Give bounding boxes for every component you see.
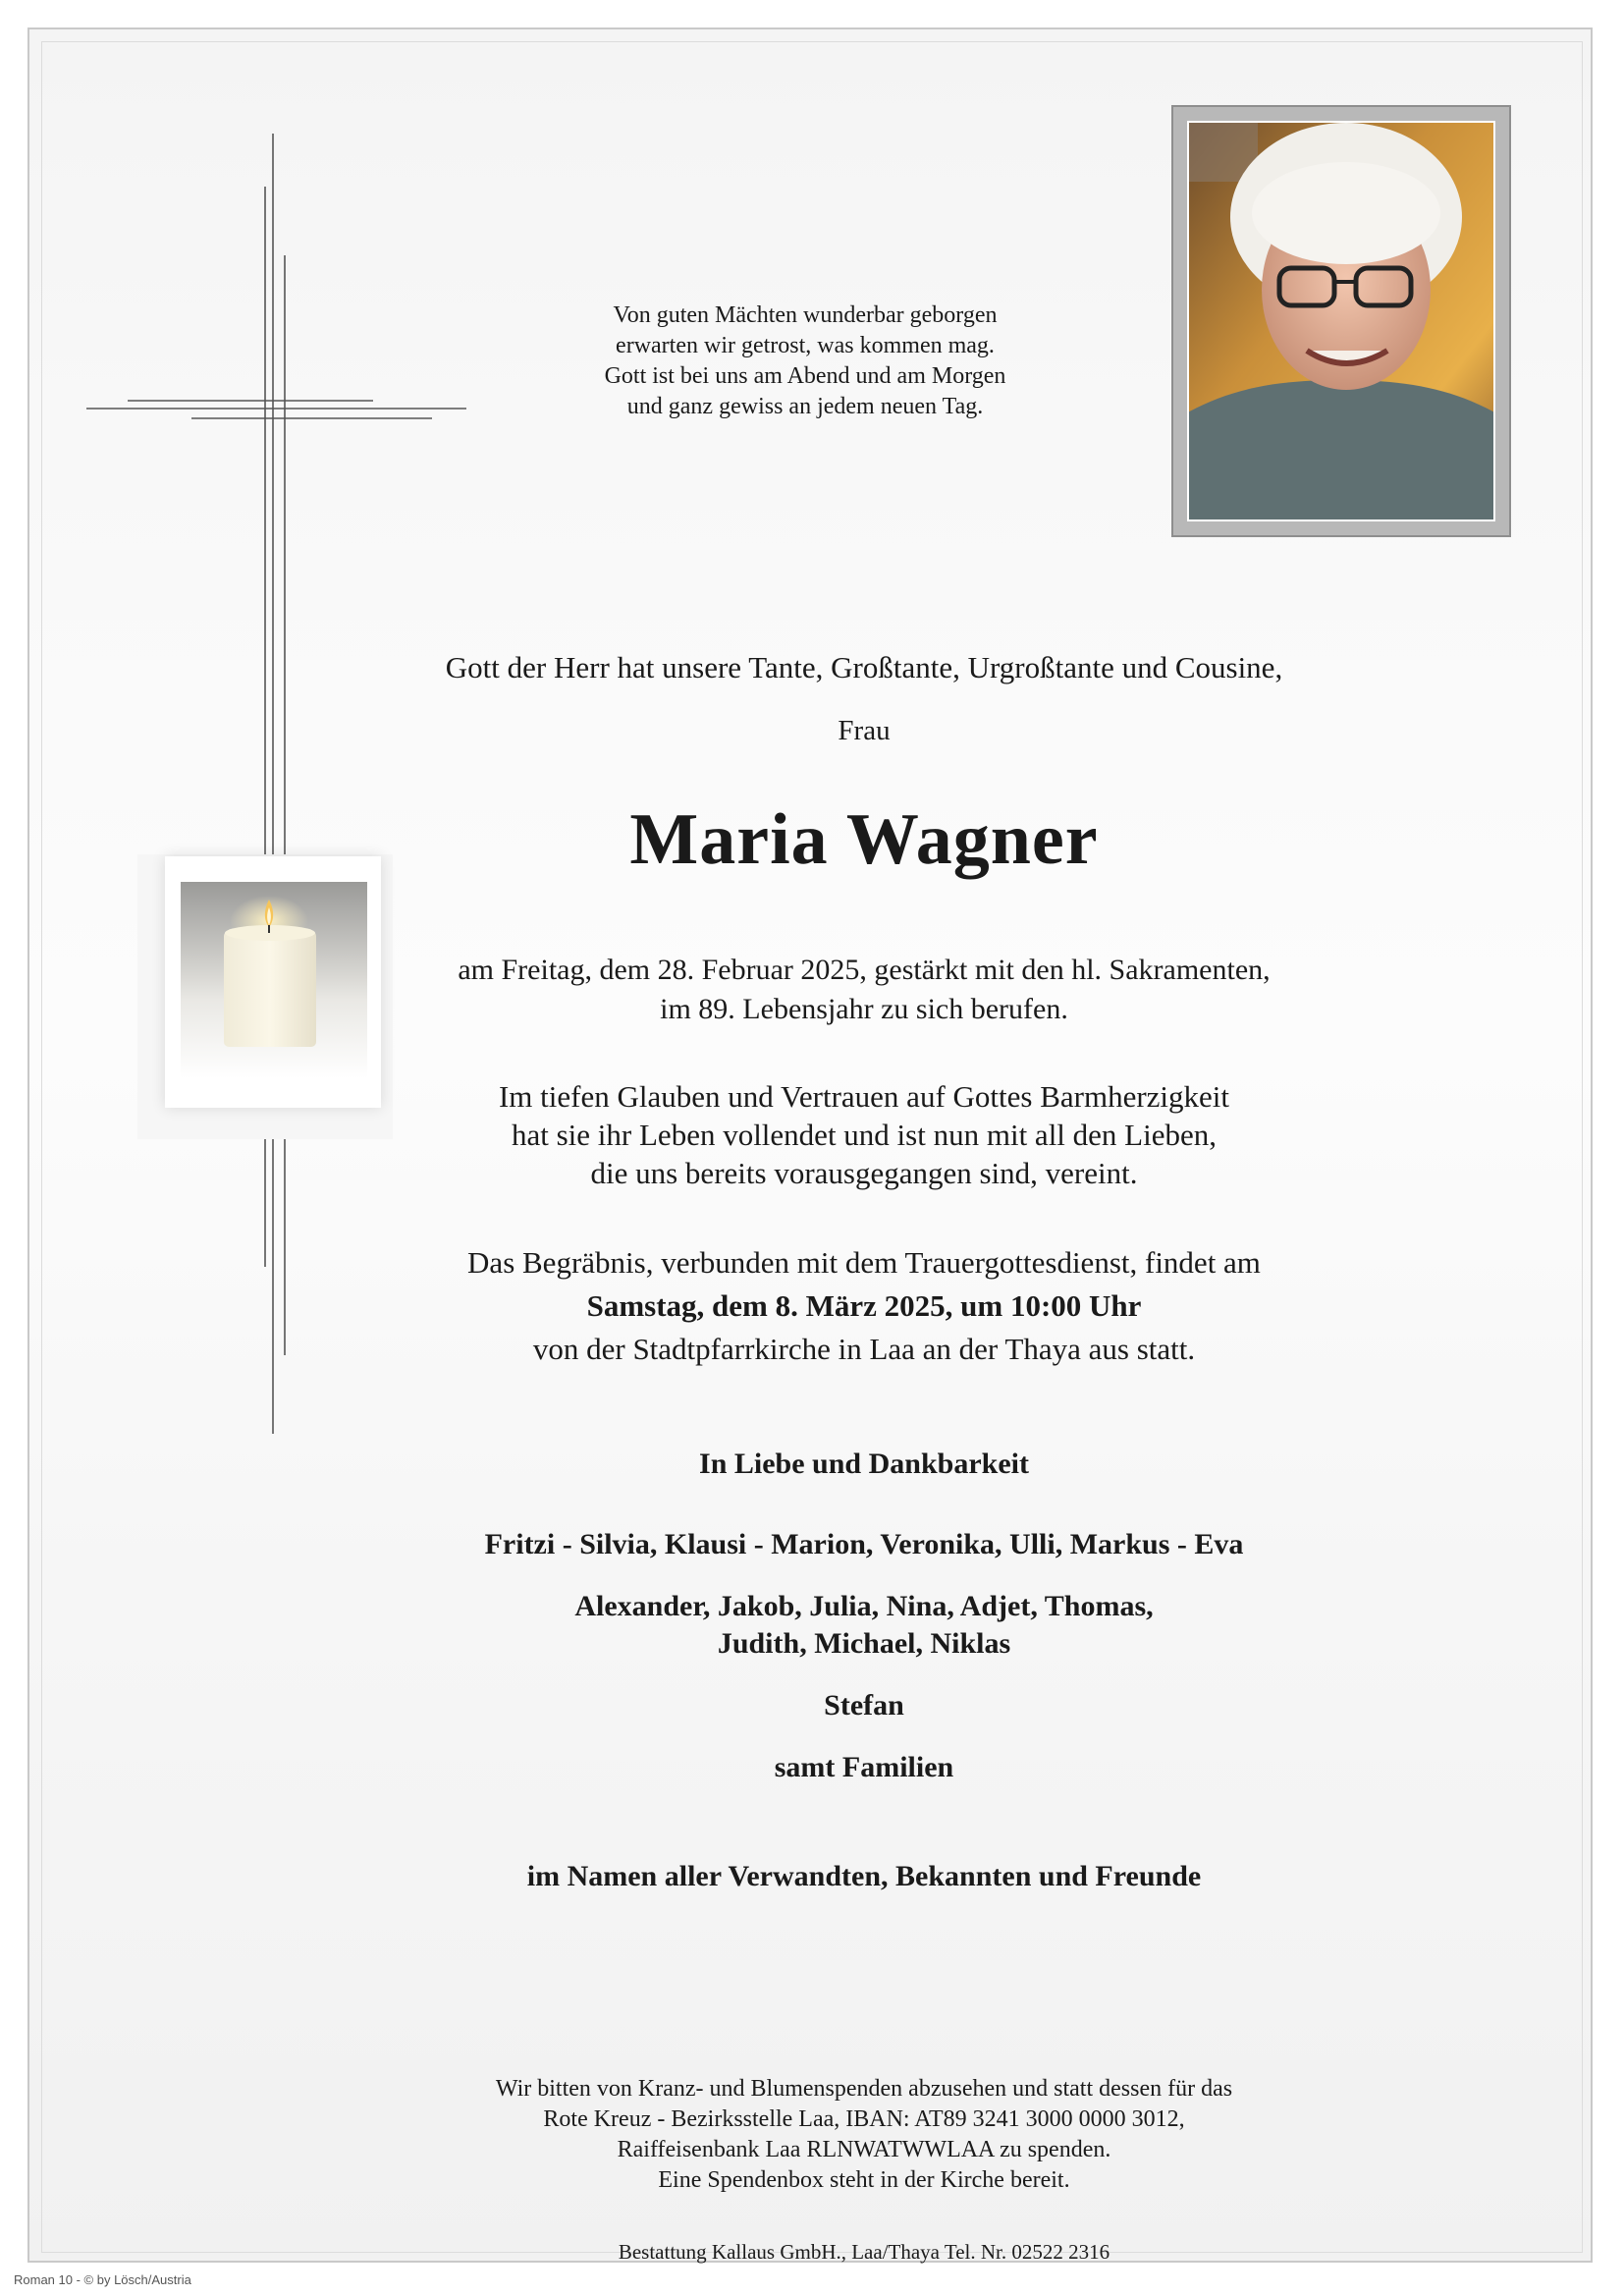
- verse-line: erwarten wir getrost, was kommen mag.: [616, 333, 995, 358]
- funeral-datetime: Samstag, dem 8. März 2025, um 10:00 Uhr: [586, 1288, 1142, 1323]
- faith-line: die uns bereits vorausgegangen sind, vereint.: [590, 1156, 1138, 1190]
- mourner-line: Fritzi - Silvia, Klausi - Marion, Veronika, Ulli, Markus - Eva: [484, 1528, 1244, 1560]
- donation-request: [412, 2074, 1316, 2196]
- copyright-notice: Roman 10 - © by Lösch/Austria: [14, 2272, 191, 2287]
- funeral-info: [442, 1241, 1286, 1371]
- donation-line: Eine Spendenbox steht in der Kirche bereit.: [658, 2167, 1070, 2193]
- candle-icon: [165, 856, 381, 1108]
- faith-line: Im tiefen Glauben und Vertrauen auf Gottes Barmherzigkeit: [498, 1079, 1230, 1114]
- title-word: Frau: [838, 715, 891, 746]
- donation-line: Rote Kreuz - Bezirksstelle Laa, IBAN: AT89 3241 3000 0000 3012,: [543, 2106, 1185, 2132]
- love-heading: In Liebe und Dankbarkeit: [699, 1448, 1029, 1480]
- mourner-line: samt Familien: [774, 1751, 954, 1783]
- cross-icon: [79, 128, 491, 1444]
- death-notice-line: im 89. Lebensjahr zu sich berufen.: [660, 993, 1068, 1025]
- mourners-list: [442, 1526, 1286, 1811]
- donation-line: Raiffeisenbank Laa RLNWATWWLAA zu spenden.: [617, 2137, 1111, 2162]
- verse-line: Von guten Mächten wunderbar geborgen: [613, 302, 998, 328]
- deceased-name: Maria Wagner: [629, 799, 1099, 880]
- verse-line: und ganz gewiss an jedem neuen Tag.: [626, 394, 984, 419]
- verse-line: Gott ist bei uns am Abend und am Morgen: [604, 363, 1006, 389]
- portrait-icon: [1189, 123, 1493, 519]
- donation-line: Wir bitten von Kranz- und Blumenspenden abzusehen und statt dessen für das: [495, 2076, 1233, 2102]
- mourner-line: Judith, Michael, Niklas: [717, 1627, 1011, 1660]
- funeral-location: von der Stadtpfarrkirche in Laa an der Thaya aus statt.: [532, 1332, 1196, 1366]
- funeral-line: Das Begräbnis, verbunden mit dem Trauergottesdienst, findet am: [467, 1245, 1261, 1280]
- mourner-line: Stefan: [824, 1689, 904, 1722]
- portrait-photo: [1187, 121, 1495, 521]
- death-notice-line: am Freitag, dem 28. Februar 2025, gestärkt mit den hl. Sakramenten,: [458, 954, 1271, 986]
- closing-line: im Namen aller Verwandten, Bekannten und Freunde: [526, 1860, 1202, 1892]
- announcement-intro: Gott der Herr hat unsere Tante, Großtante, Urgroßtante und Cousine,: [445, 650, 1283, 684]
- death-notice: [442, 951, 1286, 1029]
- mourner-line: Alexander, Jakob, Julia, Nina, Adjet, Thomas,: [574, 1590, 1154, 1622]
- undertaker-info: Bestattung Kallaus GmbH., Laa/Thaya Tel. Nr. 02522 2316: [618, 2240, 1110, 2264]
- faith-text: [442, 1077, 1286, 1192]
- verse-block: [511, 301, 1100, 422]
- portrait-photo-frame: [1171, 105, 1511, 537]
- candle-image: [165, 856, 381, 1108]
- faith-line: hat sie ihr Leben vollendet und ist nun mit all den Lieben,: [512, 1118, 1217, 1152]
